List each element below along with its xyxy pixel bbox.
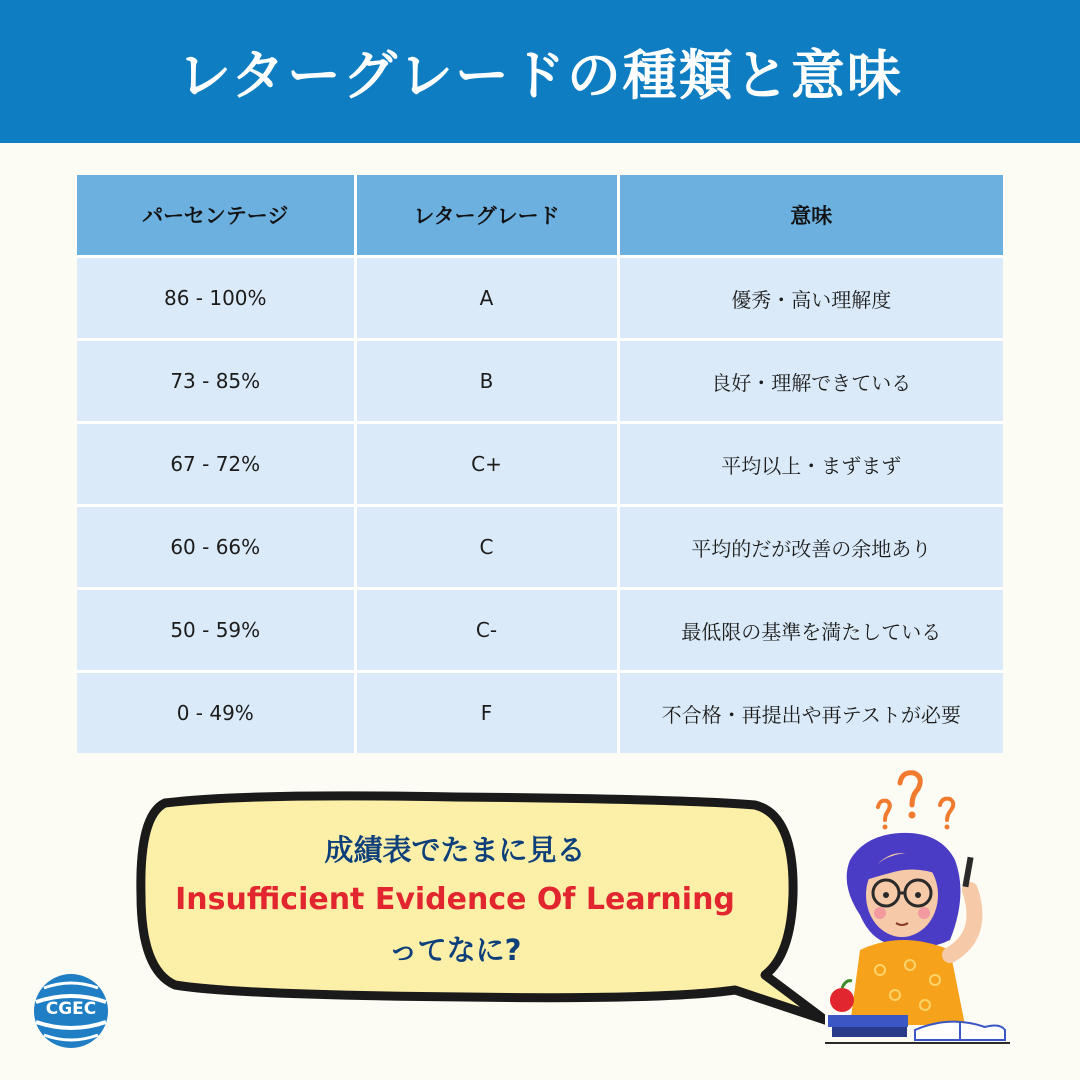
table-row xyxy=(77,423,1003,506)
table-row xyxy=(77,589,1003,672)
meaning-cell: 不合格・再提出や再テストが必要 xyxy=(618,672,1003,754)
table-row xyxy=(77,340,1003,423)
meaning-cell: 平均以上・まずまず xyxy=(618,423,1003,506)
percentage-cell: 86 - 100% xyxy=(77,257,355,340)
header-meaning: 意味 xyxy=(618,175,1003,257)
percentage-cell: 0 - 49% xyxy=(77,672,355,754)
page-title: レターグレードの種類と意味 xyxy=(177,44,903,107)
logo-text: CGEC xyxy=(45,999,97,1019)
confused-student-illustration xyxy=(820,765,1050,1055)
confused-student-icon xyxy=(820,765,1050,1055)
grade-cell: C- xyxy=(355,589,618,672)
grade-cell: B xyxy=(355,340,618,423)
meaning-cell: 良好・理解できている xyxy=(618,340,1003,423)
percentage-cell: 50 - 59% xyxy=(77,589,355,672)
meaning-cell: 優秀・高い理解度 xyxy=(618,257,1003,340)
grade-cell: C+ xyxy=(355,423,618,506)
grade-table xyxy=(77,175,1003,753)
header-letter-grade: レターグレード xyxy=(355,175,618,257)
header-banner xyxy=(0,0,1080,143)
table-row xyxy=(77,506,1003,589)
bubble-line-1: 成績表でたまに見る xyxy=(324,833,586,867)
table-row xyxy=(77,257,1003,340)
grade-cell: A xyxy=(355,257,618,340)
speech-bubble xyxy=(125,785,825,1045)
meaning-cell: 平均的だが改善の余地あり xyxy=(618,506,1003,589)
table-row xyxy=(77,672,1003,754)
bubble-text xyxy=(145,825,765,975)
percentage-cell: 73 - 85% xyxy=(77,340,355,423)
grade-cell: F xyxy=(355,672,618,754)
grade-cell: C xyxy=(355,506,618,589)
header-percentage: パーセンテージ xyxy=(77,175,355,257)
meaning-cell: 最低限の基準を満たしている xyxy=(618,589,1003,672)
bubble-line-3: ってなに? xyxy=(388,933,522,967)
cgec-logo xyxy=(32,972,110,1050)
bubble-line-2: Insufficient Evidence Of Learning xyxy=(175,882,735,917)
table-header-row xyxy=(77,175,1003,257)
percentage-cell: 67 - 72% xyxy=(77,423,355,506)
percentage-cell: 60 - 66% xyxy=(77,506,355,589)
